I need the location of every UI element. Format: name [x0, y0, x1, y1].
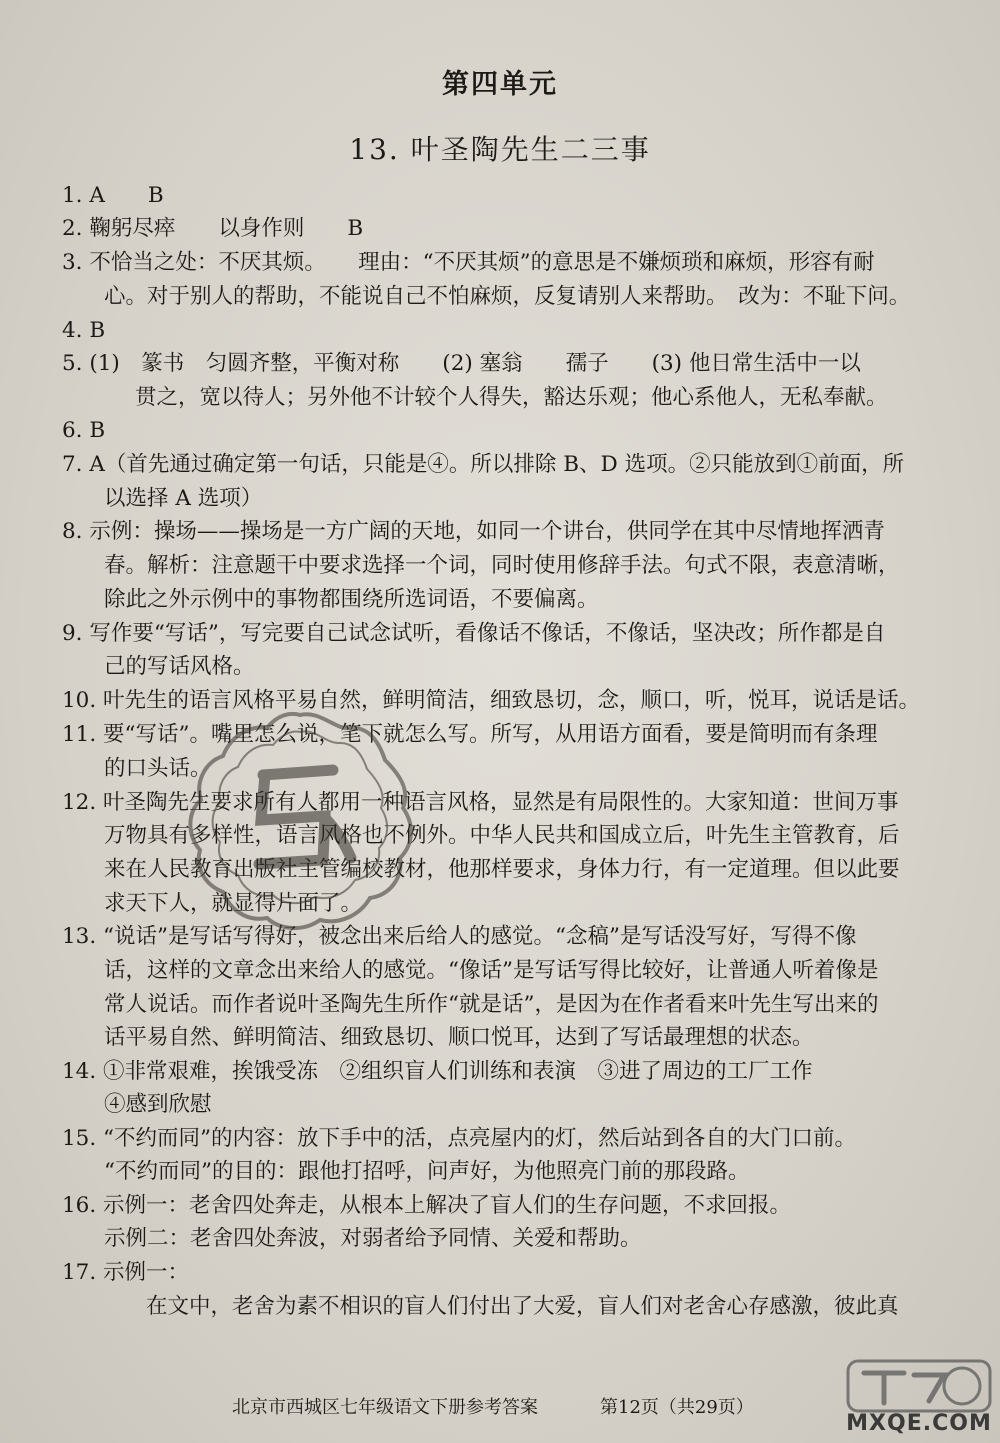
answer-line: 12. 叶圣陶先生要求所有人都用一种语言风格，显然是有局限性的。大家知道：世间万事 — [62, 790, 899, 815]
answer-line: 示例二：老舍四处奔波，对弱者给予同情、关爱和帮助。 — [104, 1226, 642, 1251]
answer-line: 话，这样的文章念出来给人的感觉。“像话”是写话写得比较好，让普通人听着像是 — [104, 958, 879, 983]
answer-line: 春。解析：注意题干中要求选择一个词，同时使用修辞手法。句式不限，表意清晰， — [104, 553, 900, 578]
answer-line: 心。对于别人的帮助，不能说自己不怕麻烦，反复请别人来帮助。 改为：不耻下问。 — [104, 284, 911, 309]
answer-line: 6. B — [62, 418, 106, 443]
answer-line: 16. 示例一：老舍四处奔走，从根本上解决了盲人们的生存问题，不求回报。 — [62, 1193, 792, 1218]
answer-line: 的口头话。 — [104, 756, 212, 781]
answer-line: 17. 示例一： — [62, 1260, 190, 1285]
answer-line: ④感到欣慰 — [104, 1092, 212, 1117]
answer-line: 5. (1) 篆书 匀圆齐整，平衡对称 (2) 塞翁 孺子 (3) 他日常生活中一以 — [62, 351, 861, 376]
answer-line: 以选择 A 选项） — [104, 486, 263, 511]
answer-line: 4. B — [62, 318, 106, 343]
answer-line: 己的写话风格。 — [104, 654, 255, 679]
answer-line: 话平易自然、鲜明简洁、细致恳切、顺口悦耳，达到了写话最理想的状态。 — [104, 1025, 814, 1050]
answer-line: 14. ①非常艰难，挨饿受冻 ②组织盲人们训练和表演 ③进了周边的工厂工作 — [62, 1059, 813, 1084]
answer-line: 万物具有多样性，语言风格也不例外。中华人民共和国成立后，叶先生主管教育，后 — [104, 823, 900, 848]
answer-line: 9. 写作要“写话”，写完要自己试念试听，看像话不像话，不像话，坚决改；所作都是自 — [62, 621, 886, 646]
answer-line: 除此之外示例中的事物都围绕所选词语，不要偏离。 — [104, 587, 599, 612]
answer-line: 求天下人，就显得片面了。 — [104, 891, 363, 916]
unit-title: 第四单元 — [442, 69, 558, 100]
answer-line: 2. 鞠躬尽瘁 以身作则 B — [62, 216, 364, 241]
answer-line: 1. A B — [62, 183, 164, 208]
footer-title: 北京市西城区七年级语文下册参考答案 — [232, 1397, 538, 1418]
answer-line: 8. 示例：操场——操场是一方广阔的天地，如同一个讲台，供同学在其中尽情地挥洒青 — [62, 519, 885, 544]
answer-line: 10. 叶先生的语言风格平易自然，鲜明简洁，细致恳切，念，顺口，听，悦耳，说话是话。 — [62, 688, 921, 713]
lesson-title: 13. 叶圣陶先生二三事 — [349, 133, 651, 166]
watermark-url: MXQE.COM — [846, 1411, 992, 1436]
answer-line: 7. A（首先通过确定第一句话，只能是④。所以排除 B、D 选项。②只能放到①前面，所 — [62, 452, 905, 477]
page-number: 第12页（共29页） — [600, 1397, 754, 1418]
answer-line: 在文中，老舍为素不相识的盲人们付出了大爱，盲人们对老舍心存感激，彼此真 — [146, 1294, 899, 1319]
answer-line: 3. 不恰当之处：不厌其烦。 理由：“不厌其烦”的意思是不嫌烦琐和麻烦，形容有耐 — [62, 250, 875, 275]
answer-line: 13. “说话”是写话写得好，被念出来后给人的感觉。“念稿”是写话没写好，写得不像 — [62, 924, 857, 949]
answer-line: 15. “不约而同”的内容：放下手中的活，点亮屋内的灯，然后站到各自的大门口前。 — [62, 1126, 857, 1151]
answer-line: 11. 要“写话”。嘴里怎么说，笔下就怎么写。所写，从用语方面看，要是简明而有条理 — [62, 722, 878, 747]
answer-line: 常人说话。而作者说叶圣陶先生所作“就是话”，是因为在作者看来叶先生写出来的 — [104, 992, 879, 1017]
answer-line: “不约而同”的目的：跟他打招呼，问声好，为他照亮门前的那段路。 — [104, 1159, 750, 1184]
answer-line: 贯之，宽以待人；另外他不计较个人得失，豁达乐观；他心系他人，无私奉献。 — [135, 385, 888, 410]
answer-line: 来在人民教育出版社主管编校教材，他那样要求，身体力行，有一定道理。但以此要 — [104, 857, 900, 882]
